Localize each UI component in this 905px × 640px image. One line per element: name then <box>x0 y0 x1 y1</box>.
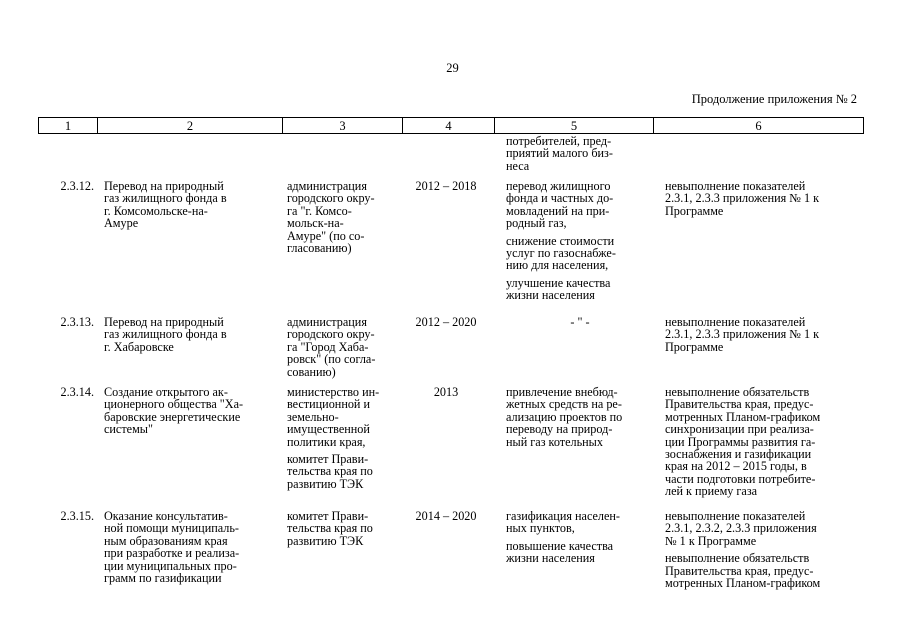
result-cell: - " - <box>570 315 590 329</box>
executor-text: администрация городского окру- га "Город Хаба- ровск" (по согла- сованию) <box>287 315 376 379</box>
result-cell <box>506 510 654 565</box>
result-text: улучшение качества жизни населения <box>506 275 611 303</box>
column-header: 3 <box>283 118 403 134</box>
row-number: 2.3.14. <box>60 385 94 399</box>
column-header: 5 <box>495 118 654 134</box>
measure-name <box>104 316 274 353</box>
period-cell: 2012 – 2018 <box>415 179 477 193</box>
carryover-text: потребителей, пред- приятий малого биз- неса <box>506 134 613 173</box>
period-cell: 2013 <box>433 385 459 399</box>
consequence-text: невыполнение показателей 2.3.1, 2.3.2, 2.3.3 приложения № 1 к Программе <box>665 509 817 548</box>
result-text: перевод жилищного фонда и частных до- мовладений на при- родный газ, <box>506 179 614 231</box>
executor-text: комитет Прави- тельства края по развитию ТЭК <box>287 452 373 491</box>
measure-text: Оказание консультатив- ной помощи муниципаль- ным образованиям края при разработке и реализа- ции муниципальных про- грамм по газификации <box>104 509 240 586</box>
consequence-text: невыполнение обязательств Правительства края, предус- мотренных Планом-графиком <box>665 551 821 591</box>
consequence-cell <box>665 180 870 217</box>
column-header: 1 <box>39 118 98 134</box>
period-cell: 2014 – 2020 <box>415 509 477 523</box>
consequence-cell <box>665 316 870 353</box>
executor-text: министерство ин- вестиционной и земельно- имущественной политики края, <box>287 385 380 449</box>
consequence-text: невыполнение показателей 2.3.1, 2.3.3 приложения № 1 к Программе <box>665 315 820 354</box>
result-text: газификация населен- ных пунктов, <box>506 509 620 536</box>
executor-text: комитет Прави- тельства края по развитию ТЭК <box>287 509 373 548</box>
executor-text: администрация городского окру- га "г. Комсо- мольск-на- Амуре" (по со- гласованию) <box>287 179 375 256</box>
result-text: снижение стоимости услуг по газоснабже- нию для населения, <box>506 233 616 273</box>
executor-cell <box>287 510 397 547</box>
measure-name <box>104 510 274 584</box>
period-cell: 2012 – 2020 <box>415 315 477 329</box>
consequence-cell <box>665 386 870 498</box>
measure-name <box>104 386 274 436</box>
result-text: повышение качества жизни населения <box>506 538 614 566</box>
column-number-header <box>38 117 864 134</box>
column-header: 2 <box>98 118 283 134</box>
consequence-text: невыполнение показателей 2.3.1, 2.3.3 приложения № 1 к Программе <box>665 179 820 218</box>
executor-cell <box>287 316 397 378</box>
carryover-cell <box>506 135 654 172</box>
column-header: 6 <box>654 118 864 134</box>
continuation-note: Продолжение приложения № 2 <box>691 92 857 106</box>
measure-text: Перевод на природный газ жилищного фонда в г. Хабаровске <box>104 315 227 354</box>
consequence-cell <box>665 510 870 589</box>
row-number: 2.3.12. <box>60 179 94 193</box>
consequence-text: невыполнение обязательств Правительства края, предус- мотренных Планом-графиком синхронизации при реализа- ции Программы развития га- зоснабжения и газификации края на 2012 – 2015 годы, в части подготовки потребите- лей к приему газа <box>665 385 821 499</box>
measure-text: Создание открытого ак- ционерного общества "Ха- баровские энергетические системы" <box>104 385 244 437</box>
executor-cell <box>287 180 397 254</box>
column-header: 4 <box>403 118 495 134</box>
result-cell <box>506 386 654 448</box>
result-cell <box>506 180 654 302</box>
executor-cell <box>287 386 397 490</box>
row-number: 2.3.13. <box>60 315 94 329</box>
result-text: привлечение внебюд- жетных средств на ре- ализацию проектов по переводу на природ- ный газ котельных <box>506 385 623 449</box>
measure-text: Перевод на природный газ жилищного фонда в г. Комсомольске-на- Амуре <box>104 179 227 231</box>
page-number: 29 <box>446 61 459 75</box>
measure-name <box>104 180 274 230</box>
row-number: 2.3.15. <box>60 509 94 523</box>
